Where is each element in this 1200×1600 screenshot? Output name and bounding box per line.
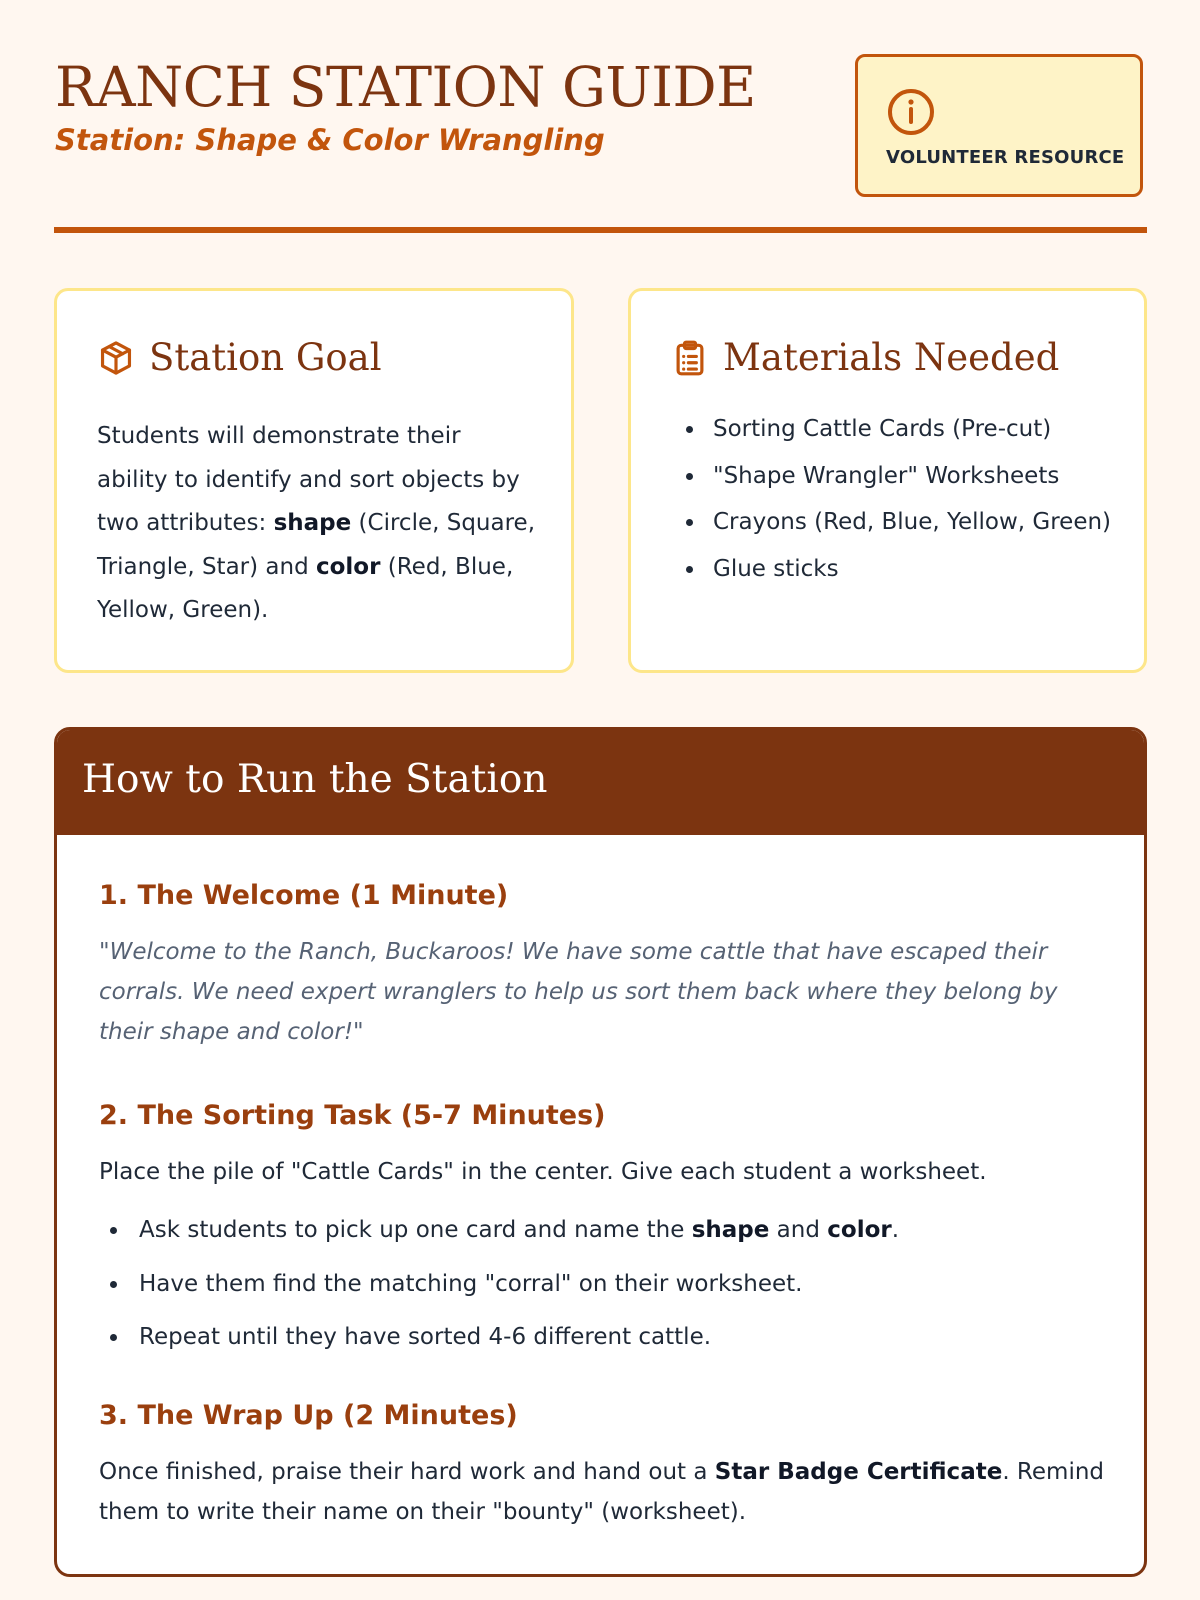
station-goal-text: Students will demonstrate their ability to identify and sort objects by two attributes: shape (Circle, Square, Triangle, Star) and color (Red, Blue, Yellow, Green). [97, 423, 536, 623]
goal-bold-color: color [315, 553, 381, 580]
volunteer-resource-badge [855, 54, 1143, 197]
materials-list [671, 409, 1131, 595]
how-to-run-section [54, 727, 1147, 1577]
step-sorting-title: 2. The Sorting Task (5-7 Minutes) [99, 1100, 606, 1131]
welcome-script-quote: "Welcome to the Ranch, Buckaroos! We have some cattle that have escaped their corrals. We need expert wranglers to help us sort them back where they belong by their shape and color!" [99, 939, 1058, 1045]
how-to-run-header [57, 730, 1144, 835]
wrapup-text: Once finished, praise their hard work and hand out a Star Badge Certificate. Remind them to write their name on their "bounty" (worksheet). [99, 1459, 1105, 1525]
page-subtitle: Station: Shape & Color Wrangling [55, 123, 605, 157]
header-divider [54, 227, 1147, 233]
step-wrapup-title: 3. The Wrap Up (2 Minutes) [99, 1400, 518, 1431]
sorting-intro-text: Place the pile of "Cattle Cards" in the center. Give each student a worksheet. [99, 1159, 987, 1185]
sorting-steps-list [99, 1210, 1109, 1371]
materials-card [628, 288, 1147, 673]
page-title: RANCH STATION GUIDE [55, 55, 756, 119]
badge-label: VOLUNTEER RESOURCE [886, 147, 1125, 168]
station-goal-card [54, 288, 574, 673]
how-to-run-title: How to Run the Station [82, 757, 548, 802]
list-item: Crayons (Red, Blue, Yellow, Green) [671, 502, 1131, 542]
list-item: Sorting Cattle Cards (Pre-cut) [671, 409, 1131, 449]
list-item: Repeat until they have sorted 4-6 different cattle. [99, 1317, 1109, 1357]
materials-heading [671, 333, 1059, 383]
list-item: Ask students to pick up one card and name the shape and color. [99, 1210, 1109, 1250]
station-goal-heading [97, 333, 382, 383]
box-icon [97, 339, 135, 377]
step-welcome-title: 1. The Welcome (1 Minute) [99, 880, 509, 911]
materials-title: Materials Needed [723, 336, 1060, 379]
list-item: Have them find the matching "corral" on their worksheet. [99, 1264, 1109, 1304]
list-item: "Shape Wrangler" Worksheets [671, 456, 1131, 496]
goal-bold-shape: shape [273, 510, 352, 536]
info-icon [886, 87, 936, 137]
star-badge-certificate-text: Star Badge Certificate [714, 1459, 1003, 1485]
clipboard-icon [671, 339, 709, 377]
station-goal-title: Station Goal [149, 336, 382, 379]
list-item: Glue sticks [671, 549, 1131, 589]
